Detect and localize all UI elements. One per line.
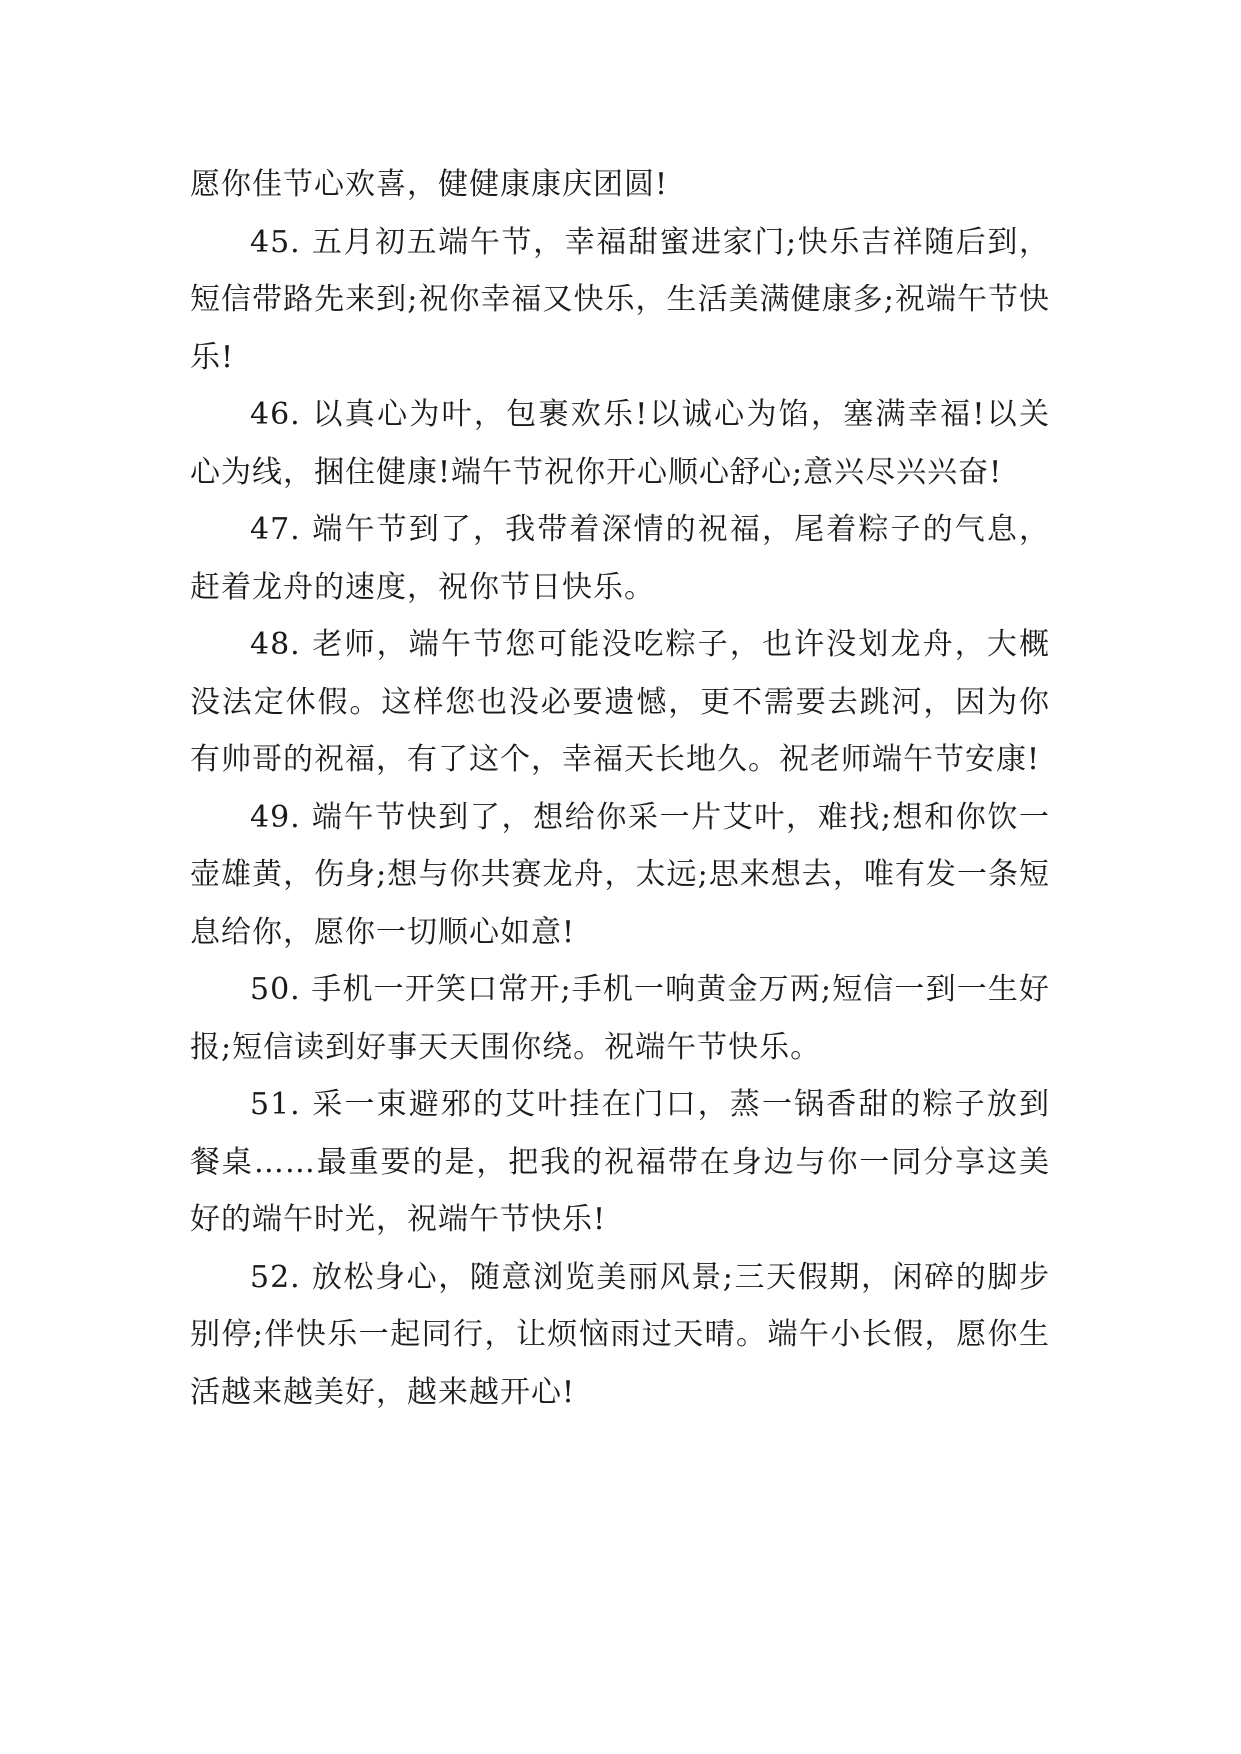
document-body: [190, 156, 1050, 1421]
paragraph-46: 46. 以真心为叶，包裹欢乐!以诚心为馅，塞满幸福!以关心为线，捆住健康!端午节祝你开心顺心舒心;意兴尽兴兴奋!: [190, 397, 1050, 490]
paragraph-48: 48. 老师，端午节您可能没吃粽子，也许没划龙舟，大概没法定休假。这样您也没必要遗憾，更不需要去跳河，因为你有帅哥的祝福，有了这个，幸福天长地久。祝老师端午节安康!: [190, 627, 1050, 777]
paragraph-52: 52. 放松身心，随意浏览美丽风景;三天假期，闲碎的脚步别停;伴快乐一起同行，让烦恼雨过天晴。端午小长假，愿你生活越来越美好，越来越开心!: [190, 1259, 1050, 1410]
paragraph-47: 47. 端午节到了，我带着深情的祝福，尾着粽子的气息，赶着龙舟的速度，祝你节日快乐。: [190, 512, 1050, 605]
continuation-paragraph: 愿你佳节心欢喜，健健康康庆团圆!: [190, 167, 669, 202]
paragraph-51: 51. 采一束避邪的艾叶挂在门口，蒸一锅香甜的粽子放到餐桌……最重要的是，把我的祝福带在身边与你一同分享这美好的端午时光，祝端午节快乐!: [190, 1087, 1050, 1237]
paragraph-50: 50. 手机一开笑口常开;手机一响黄金万两;短信一到一生好报;短信读到好事天天围你绕。祝端午节快乐。: [190, 972, 1050, 1065]
paragraph-49: 49. 端午节快到了，想给你采一片艾叶，难找;想和你饮一壶雄黄，伤身;想与你共赛龙舟，太远;思来想去，唯有发一条短息给你，愿你一切顺心如意!: [190, 799, 1050, 950]
paragraph-45: 45. 五月初五端午节，幸福甜蜜进家门;快乐吉祥随后到，短信带路先来到;祝你幸福又快乐，生活美满健康多;祝端午节快乐!: [190, 224, 1050, 375]
